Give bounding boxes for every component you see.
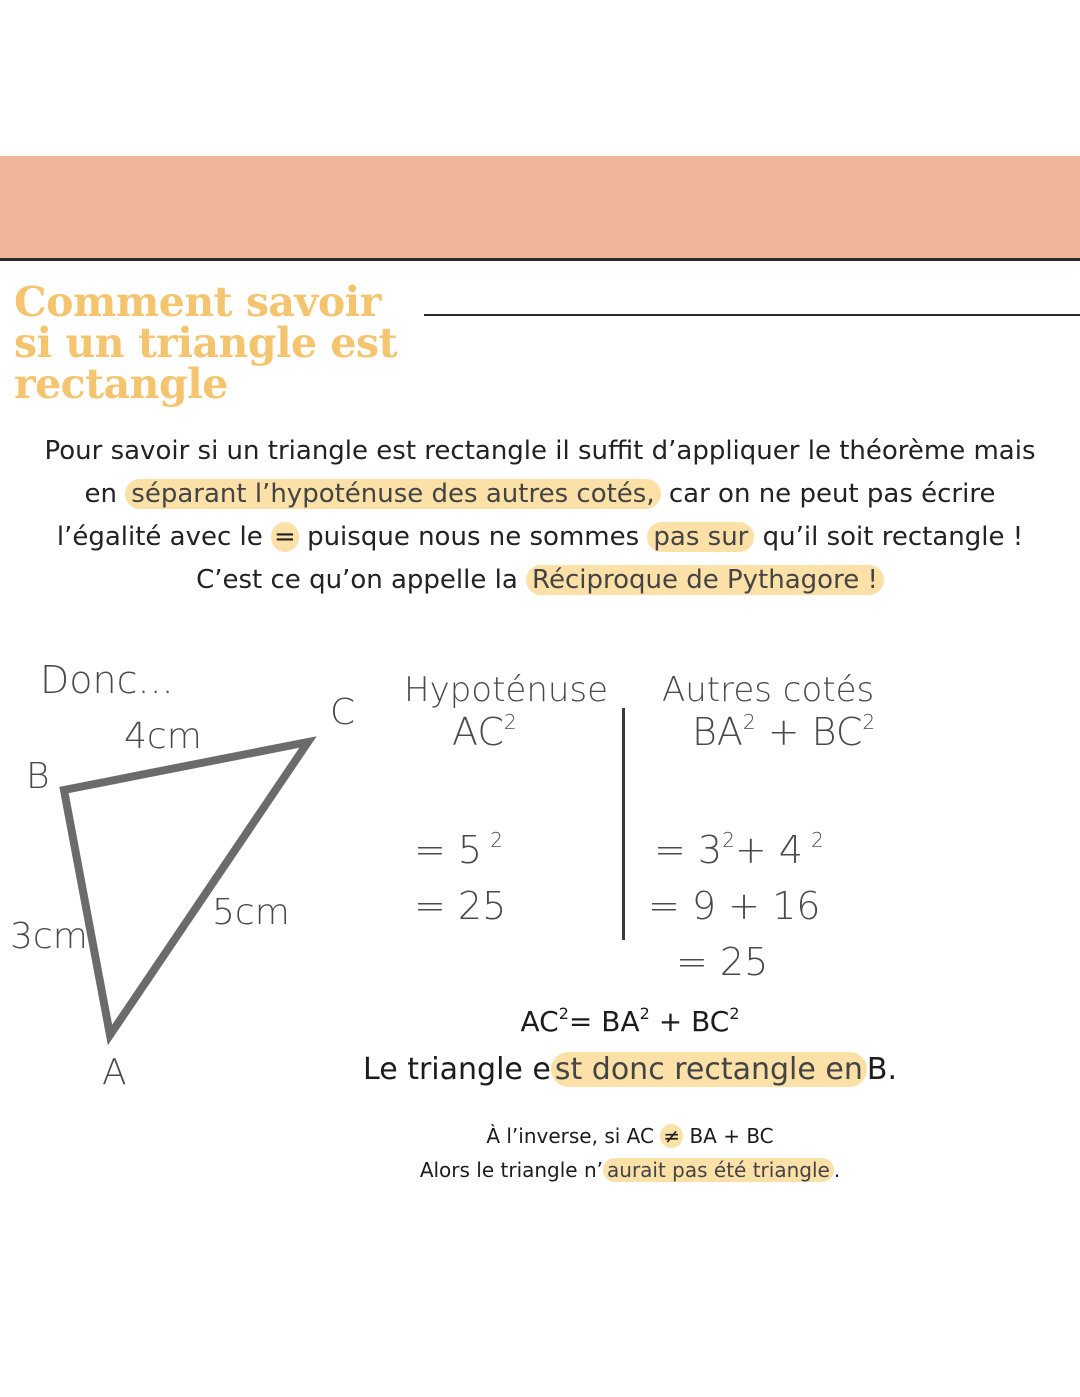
- intro-text-3: puisque nous ne sommes: [307, 522, 640, 552]
- other-expr-a-exponent: 2: [742, 710, 756, 734]
- inverse-line2-end: .: [833, 1158, 841, 1182]
- hyp-expr-base: AC: [452, 710, 504, 754]
- other-expr-plus: + BC: [767, 710, 863, 754]
- other-sides-step-3: = 25: [676, 940, 769, 984]
- other-sides-expression: [692, 710, 875, 754]
- other-step1-a: = 3: [654, 828, 723, 872]
- vertex-b-label: B: [26, 756, 50, 797]
- inverse-line2-highlight: aurait pas été triangle: [603, 1158, 834, 1182]
- hypotenuse-step-2: = 25: [414, 884, 507, 928]
- triangle-shape: [64, 742, 308, 1035]
- hyp-step1-exponent: 2: [490, 828, 503, 852]
- other-sides-step-2: = 9 + 16: [648, 884, 821, 928]
- other-step1-b-exponent: 2: [810, 828, 824, 852]
- other-sides-step-1: [654, 828, 824, 872]
- intro-equal-sign: =: [271, 522, 299, 552]
- concl-sentence-start: Le triangle e: [363, 1052, 551, 1087]
- side-ba-length: 4cm: [124, 716, 202, 757]
- inverse-line1-start: À l’inverse, si AC: [486, 1124, 654, 1148]
- intro-text-4: qu’il soit rectangle ! C’est ce qu’on appelle la: [196, 522, 1024, 595]
- inverse-neq-sign: ≠: [660, 1124, 683, 1148]
- intro-highlight-hypotenuse: séparant l’hypoténuse des autres cotés,: [125, 479, 660, 509]
- concl-mid: = BA: [568, 1005, 640, 1038]
- side-ac-length: 5cm: [212, 892, 290, 933]
- column-divider: [622, 708, 625, 940]
- other-step1-b: + 4: [734, 828, 803, 872]
- hypotenuse-header: Hypoténuse: [404, 670, 609, 710]
- intro-text-2: car on ne peut pas écrire l’égalité avec le: [56, 479, 996, 552]
- other-expr-a: BA: [692, 710, 743, 754]
- concl-sentence-highlight: st donc rectangle en: [551, 1052, 867, 1087]
- concl-ba-exponent: 2: [639, 1004, 650, 1023]
- inverse-line2-start: Alors le triangle n’: [419, 1158, 604, 1182]
- vertex-a-label: A: [102, 1052, 127, 1093]
- hyp-expr-exponent: 2: [503, 710, 517, 734]
- intro-highlight-pas-sur: pas sur: [647, 522, 754, 552]
- donc-label: Donc...: [40, 658, 174, 702]
- conclusion-equation: [0, 1004, 1080, 1038]
- concl-sentence-end: B.: [866, 1052, 897, 1087]
- vertex-c-label: C: [330, 692, 356, 733]
- hypotenuse-step-1: [414, 828, 503, 872]
- inverse-line-1: [0, 1124, 1080, 1148]
- other-sides-header: Autres cotés: [662, 670, 875, 710]
- conclusion-sentence: [0, 1052, 1080, 1087]
- other-expr-b-exponent: 2: [862, 710, 876, 734]
- inverse-line-2: [0, 1158, 1080, 1182]
- other-step1-a-exponent: 2: [722, 828, 735, 852]
- hypotenuse-expression: [452, 710, 517, 754]
- side-ab-length: 3cm: [10, 916, 88, 957]
- intro-text-1: Pour savoir si un triangle est rectangle il suffit d’appliquer le théorème mais en: [44, 436, 1036, 509]
- concl-ac-exponent: 2: [558, 1004, 569, 1023]
- title-line-3: rectangle: [14, 360, 228, 408]
- inverse-line1-end: BA + BC: [689, 1124, 774, 1148]
- concl-plus: + BC: [658, 1005, 730, 1038]
- title-line-1: Comment savoir: [14, 278, 381, 326]
- concl-bc-exponent: 2: [729, 1004, 740, 1023]
- concl-ac: AC: [520, 1005, 559, 1038]
- title-line-2: si un triangle est: [14, 319, 398, 367]
- intro-highlight-reciproque: Réciproque de Pythagore !: [526, 565, 884, 595]
- hyp-step1-base: = 5: [414, 828, 483, 872]
